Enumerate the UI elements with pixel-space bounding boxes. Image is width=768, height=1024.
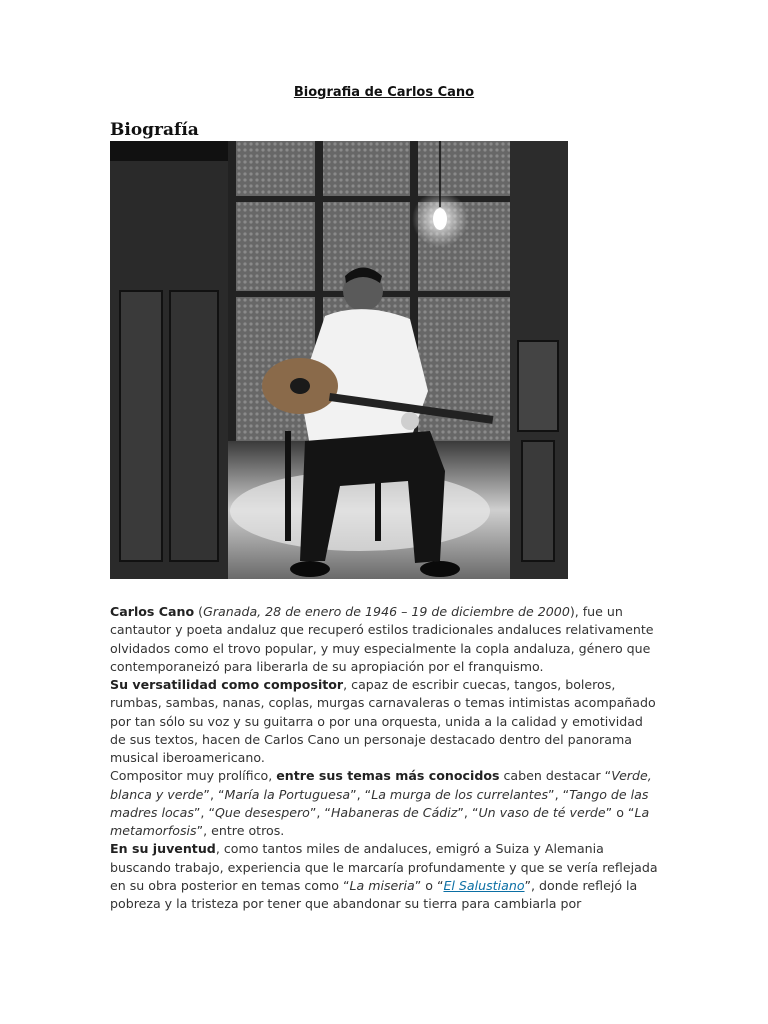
paragraph-songs: Compositor muy prolífico, entre sus temas más conocidos caben destacar “Verde, blanca y verde”, “María la Portuguesa”, “La murga de los currelantes”, “Tango de las madres locas”, “Que desespero”, “Habaneras de Cádiz”, “Un vaso de té verde” o “La metamorfosis”, entre otros. bbox=[110, 768, 652, 838]
song-title: Habaneras de Cádiz bbox=[330, 804, 458, 820]
document-title: Biografia de Carlos Cano bbox=[293, 85, 475, 100]
section-heading: Biografía bbox=[110, 120, 199, 140]
song-title: Verde, blanca y verde bbox=[110, 768, 652, 802]
biography-text bbox=[110, 603, 658, 913]
song-title: La miseria bbox=[349, 877, 415, 893]
birth-death-dates: Granada, 28 de enero de 1946 – 19 de diciembre de 2000 bbox=[203, 604, 570, 619]
song-title: Tango de las madres locas bbox=[110, 786, 649, 820]
song-title: María la Portuguesa bbox=[224, 786, 351, 802]
song-title: La metamorfosis bbox=[110, 804, 650, 838]
song-title: Un vaso de té verde bbox=[478, 804, 606, 820]
paragraph-versatility: Su versatilidad como compositor, capaz de escribir cuecas, tangos, boleros, rumbas, sambas, nanas, coplas, murgas carnavaleras o temas intimistas acompañado por tan sólo su voz y su guitarra o por una orquesta, unida a la calidad y emotividad de sus textos, hacen de Carlos Cano un personaje destacado dentro del panorama musical iberoamericano. bbox=[110, 677, 656, 765]
artist-name: Carlos Cano bbox=[110, 604, 195, 619]
paragraph-youth: En su juventud, como tantos miles de andaluces, emigró a Suiza y Alemania buscando trabajo, experiencia que le marcaría profundamente y que se vería reflejada en su obra posterior en temas como “La miseria” o “El Salustiano”, donde reflejó la pobreza y la tristeza por tener que abandonar su tierra para cambiarla por bbox=[110, 841, 658, 911]
artist-photo bbox=[110, 141, 568, 579]
song-title: La murga de los currelantes bbox=[371, 786, 549, 802]
song-title: Que desespero bbox=[214, 804, 310, 820]
paragraph-intro: Carlos Cano (Granada, 28 de enero de 1946 – 19 de diciembre de 2000), fue un cantautor y poeta andaluz que recuperó estilos tradicionales andaluces relativamente olvidados como el trovo popular, y muy especialmente la copla andaluza, género que contemporaneizó para liberarla de su apropiación por el franquismo. bbox=[110, 604, 654, 674]
el-salustiano-link[interactable]: El Salustiano bbox=[443, 877, 525, 893]
